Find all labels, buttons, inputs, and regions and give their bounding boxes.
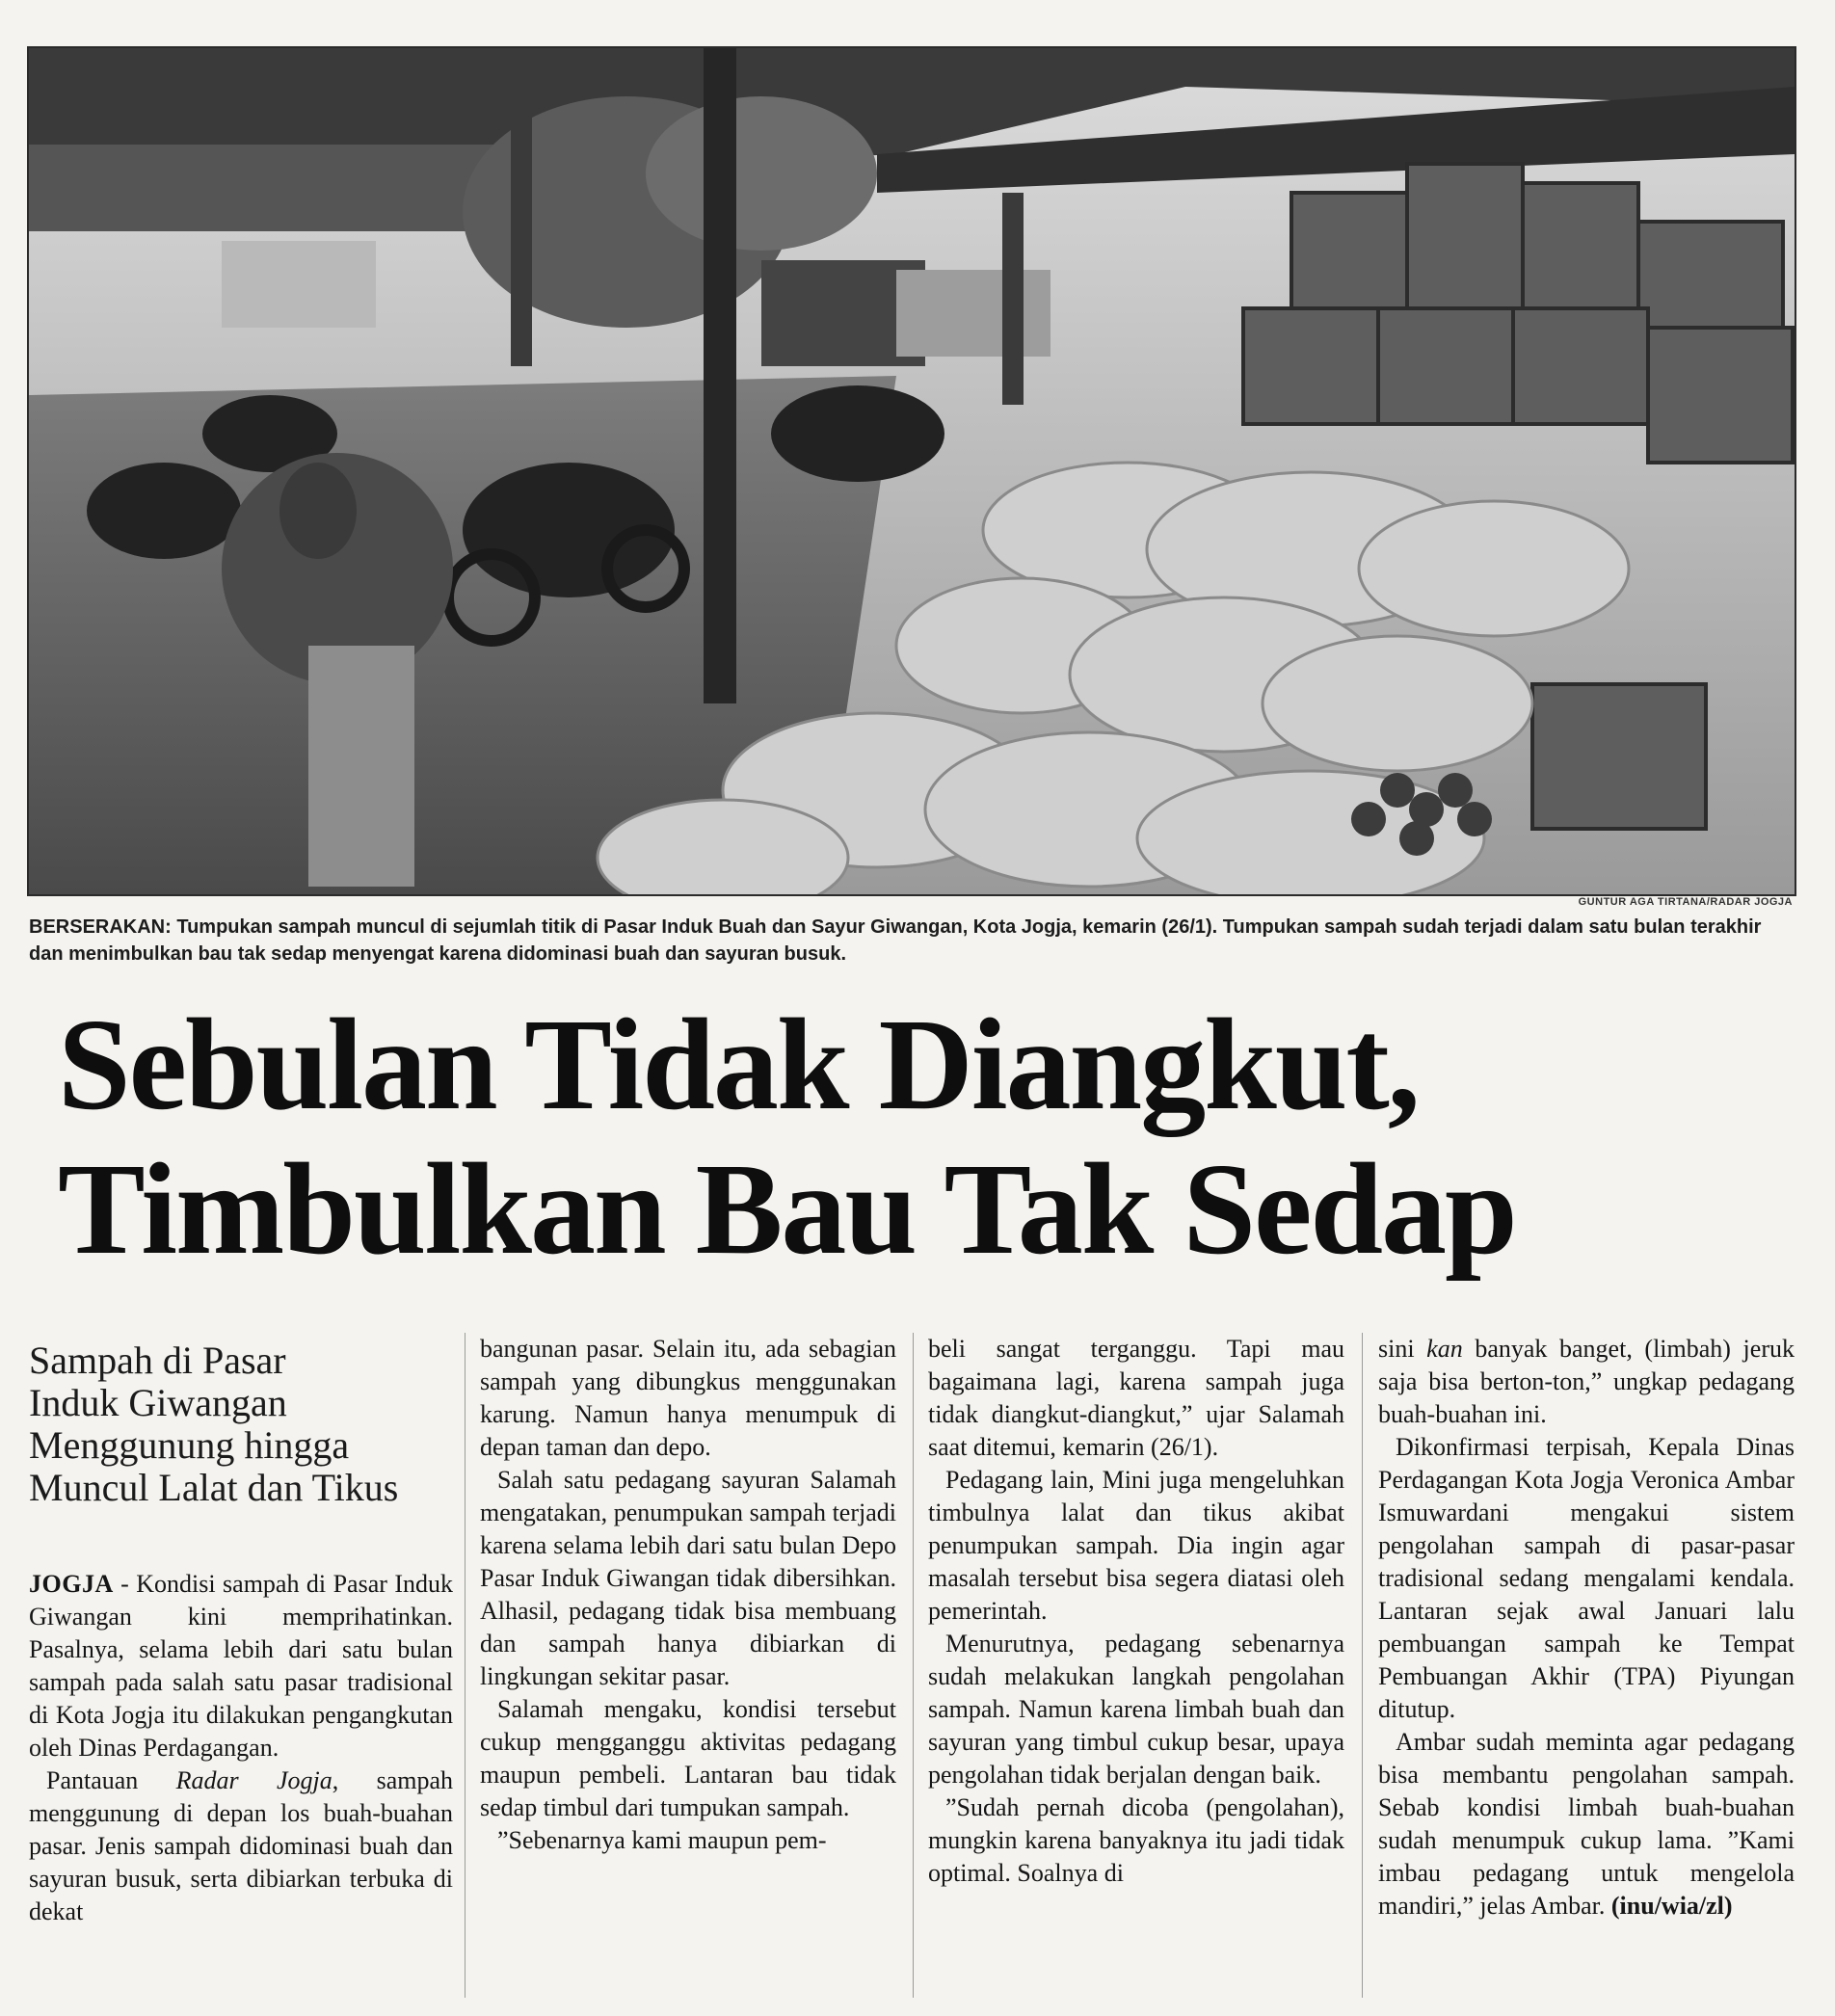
subheadline <box>29 1340 443 1509</box>
emphasis: kan <box>1426 1335 1463 1363</box>
paragraph: Menurutnya, pedagang sebenarnya sudah melakukan langkah pengolahan sampah. Namun karena limbah buah dan sayuran yang timbul cukup besar, upaya pengolahan tidak berjalan dengan baik. <box>928 1630 1344 1789</box>
paragraph: ”Sudah pernah dicoba (pengolahan), mungkin karena banyaknya itu jadi tidak optimal. Soalnya di <box>928 1793 1344 1887</box>
paragraph: Dikonfirmasi terpisah, Kepala Dinas Perdagangan Kota Jogja Veronica Ambar Ismuwardani mengakui sistem pengolahan sampah di pasar-pasar tradisional sedang mengalami kendala. Lantaran sejak awal Januari lalu pembuangan sampah ke Tempat Pembuangan Akhir (TPA) Piyungan ditutup. <box>1378 1433 1795 1723</box>
paragraph <box>29 1764 453 1928</box>
caption-label: BERSERAKAN: <box>29 916 172 938</box>
paragraph-text: banyak banget, (limbah) jeruk saja bisa berton-ton,” ungkap pedagang buah-buahan ini. <box>1378 1335 1795 1428</box>
paragraph <box>1378 1333 1795 1431</box>
paragraph: ”Sebenarnya kami maupun pem- <box>497 1826 827 1854</box>
paragraph: bangunan pasar. Selain itu, ada sebagian sampah yang dibungkus menggunakan karung. Namun hanya menumpuk di depan taman dan depo. <box>480 1335 896 1461</box>
paragraph <box>1378 1726 1795 1923</box>
caption-text: Tumpukan sampah muncul di sejumlah titik di Pasar Induk Buah dan Sayur Giwangan, Kota Jogja, kemarin (26/1). Tumpukan sampah sudah terjadi dalam satu bulan terakhir dan menimbulkan bau tak sedap menyengat karena didominasi buah dan sayuran busuk. <box>29 916 1762 965</box>
column-rule <box>1362 1333 1363 1998</box>
paragraph-text: , sampah menggunung di depan los buah-buahan pasar. Jenis sampah didominasi buah dan sayuran busuk, serta dibiarkan terbuka di dekat <box>29 1766 454 1925</box>
market-garbage-photo <box>29 48 1795 894</box>
paragraph-text: - Kondisi sampah di Pasar Induk Giwangan kini memprihatinkan. Pasalnya, selama lebih dari satu bulan sampah pada salah satu pasar tradisional di Kota Jogja itu dilakukan pengangkutan oleh Dinas Perdagangan. <box>29 1570 453 1762</box>
headline-line-1: Sebulan Tidak Diangkut, <box>58 993 1419 1137</box>
article-column-3 <box>928 1333 1344 1890</box>
subhead-line-2: Induk Giwangan <box>29 1381 287 1424</box>
paragraph-text: Ambar sudah meminta agar pedagang bisa membantu pengolahan sampah. Sebab kondisi limbah buah-buahan sudah menumpuk cukup lama. ”Kami imbau pedagang untuk mengelola mandiri,” jelas Ambar. <box>1378 1728 1795 1920</box>
publication-name: Radar Jogja <box>175 1766 332 1794</box>
headline <box>58 993 1793 1282</box>
subhead-line-4: Muncul Lalat dan Tikus <box>29 1466 399 1509</box>
dateline: JOGJA <box>29 1570 114 1598</box>
paragraph: Salamah mengaku, kondisi tersebut cukup mengganggu aktivitas pedagang maupun pembeli. Lantaran bau tidak sedap timbul dari tumpukan sampah. <box>480 1695 896 1821</box>
paragraph-text: sini <box>1378 1335 1427 1363</box>
article-column-1 <box>29 1568 453 1928</box>
paragraph-text: Pantauan <box>46 1766 176 1794</box>
article-column-2 <box>480 1333 896 1857</box>
paragraph: Salah satu pedagang sayuran Salamah mengatakan, penumpukan sampah terjadi karena selama lebih dari satu bulan Depo Pasar Induk Giwangan tidak dibersihkan. Alhasil, pedagang tidak bisa membuang dan sampah hanya dibiarkan di lingkungan sekitar pasar. <box>480 1466 896 1690</box>
paragraph: Pedagang lain, Mini juga mengeluhkan timbulnya lalat dan tikus akibat penumpukan sampah. Dia ingin agar masalah tersebut bisa segera diatasi oleh pemerintah. <box>928 1466 1344 1625</box>
subhead-line-3: Menggunung hingga <box>29 1423 350 1467</box>
column-rule <box>913 1333 914 1998</box>
article-column-4 <box>1378 1333 1795 1923</box>
photo-credit: GUNTUR AGA TIRTANA/RADAR JOGJA <box>1578 896 1793 908</box>
headline-line-2: Timbulkan Bau Tak Sedap <box>58 1137 1516 1282</box>
photo-caption <box>29 914 1793 968</box>
byline: (inu/wia/zl) <box>1610 1892 1733 1920</box>
paragraph <box>29 1568 453 1764</box>
news-photo <box>27 46 1796 896</box>
subhead-line-1: Sampah di Pasar <box>29 1339 286 1382</box>
paragraph: beli sangat terganggu. Tapi mau bagaimana lagi, karena sampah juga tidak diangkut-diangkut,” ujar Salamah saat ditemui, kemarin (26/1). <box>928 1335 1344 1461</box>
